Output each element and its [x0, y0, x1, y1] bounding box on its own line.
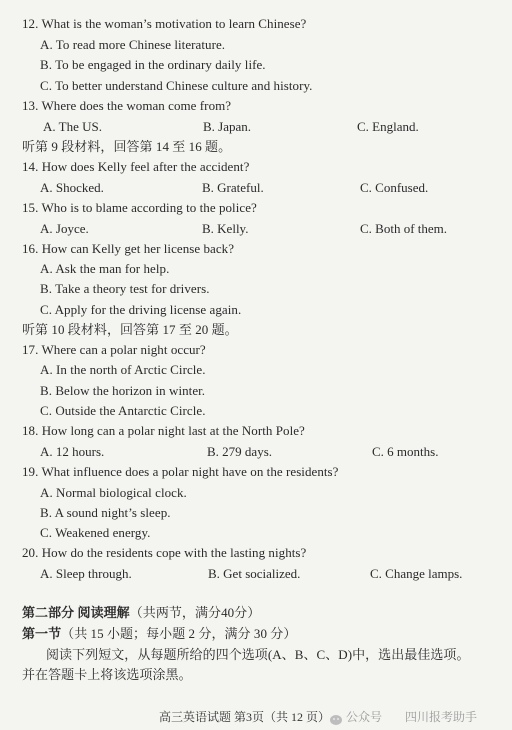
- question-text: Who is to blame according to the police?: [41, 200, 257, 215]
- section-one-heading: [22, 626, 296, 641]
- question-19: [22, 464, 339, 479]
- question-number: 20.: [22, 545, 39, 560]
- question-text: How do the residents cope with the lasting nights?: [41, 545, 307, 560]
- question-number: 15.: [22, 200, 39, 215]
- option-20a: A. Sleep through.: [40, 566, 132, 581]
- watermark-left: 公众号: [346, 710, 383, 724]
- directions-line-1: 阅读下列短文，从每题所给的四个选项(A、B、C、D)中，选出最佳选项。: [46, 647, 470, 662]
- question-number: 17.: [22, 342, 39, 357]
- question-14: [22, 159, 249, 174]
- option-13b: B. Japan.: [203, 119, 252, 134]
- question-text: How long can a polar night last at the North Pole?: [41, 423, 305, 438]
- option-12b: B. To be engaged in the ordinary daily life.: [40, 57, 266, 72]
- option-18b: B. 279 days.: [207, 444, 272, 459]
- wechat-icon: [330, 711, 344, 723]
- option-12c: C. To better understand Chinese culture and history.: [40, 78, 313, 93]
- question-number: 19.: [22, 464, 39, 479]
- question-16: [22, 241, 234, 256]
- option-20b: B. Get socialized.: [208, 566, 301, 581]
- option-14c: C. Confused.: [360, 180, 429, 195]
- question-text: How does Kelly feel after the accident?: [41, 159, 250, 174]
- page-footer: 高三英语试题 第3页（共 12 页）: [159, 710, 331, 724]
- option-14b: B. Grateful.: [202, 180, 264, 195]
- option-16c: C. Apply for the driving license again.: [40, 302, 242, 317]
- part-two-heading: [22, 605, 260, 620]
- option-15a: A. Joyce.: [40, 221, 89, 236]
- question-number: 18.: [22, 423, 39, 438]
- question-number: 14.: [22, 159, 39, 174]
- question-20: [22, 545, 306, 560]
- directions-line-2: 并在答题卡上将该选项涂黑。: [22, 667, 192, 682]
- question-text: What influence does a polar night have on the residents?: [41, 464, 339, 479]
- option-18c: C. 6 months.: [372, 444, 439, 459]
- question-13: [22, 98, 231, 113]
- option-19b: B. A sound night’s sleep.: [40, 505, 171, 520]
- option-13a: A. The US.: [43, 119, 102, 134]
- option-19c: C. Weakened energy.: [40, 525, 151, 540]
- question-15: [22, 200, 257, 215]
- question-12: [22, 16, 306, 31]
- option-15c: C. Both of them.: [360, 221, 448, 236]
- part-name: 阅读理解: [77, 605, 130, 620]
- question-text: What is the woman’s motivation to learn Chinese?: [41, 16, 307, 31]
- option-18a: A. 12 hours.: [40, 444, 105, 459]
- option-19a: A. Normal biological clock.: [40, 485, 187, 500]
- question-text: How can Kelly get her license back?: [41, 241, 235, 256]
- option-20c: C. Change lamps.: [370, 566, 463, 581]
- option-17a: A. In the north of Arctic Circle.: [40, 362, 206, 377]
- option-17b: B. Below the horizon in winter.: [40, 383, 206, 398]
- question-text: Where can a polar night occur?: [41, 342, 206, 357]
- section-title: 第一节: [22, 626, 62, 641]
- part-note: （共两节，满分40分）: [129, 605, 261, 620]
- watermark-right: 四川报考助手: [405, 710, 478, 724]
- instruction-material-10: 听第 10 段材料，回答第 17 至 20 题。: [22, 322, 238, 337]
- option-13c: C. England.: [357, 119, 419, 134]
- question-number: 13.: [22, 98, 39, 113]
- option-12a: A. To read more Chinese literature.: [40, 37, 226, 52]
- question-18: [22, 423, 305, 438]
- option-16a: A. Ask the man for help.: [40, 261, 170, 276]
- option-17c: C. Outside the Antarctic Circle.: [40, 403, 206, 418]
- part-title: 第二部分: [22, 605, 75, 620]
- question-number: 12.: [22, 16, 39, 31]
- question-17: [22, 342, 206, 357]
- option-15b: B. Kelly.: [202, 221, 249, 236]
- section-note: （共 15 小题；每小题 2 分，满分 30 分）: [61, 626, 297, 641]
- instruction-material-9: 听第 9 段材料，回答第 14 至 16 题。: [22, 139, 232, 154]
- option-14a: A. Shocked.: [40, 180, 104, 195]
- question-number: 16.: [22, 241, 39, 256]
- option-16b: B. Take a theory test for drivers.: [40, 281, 210, 296]
- question-text: Where does the woman come from?: [41, 98, 232, 113]
